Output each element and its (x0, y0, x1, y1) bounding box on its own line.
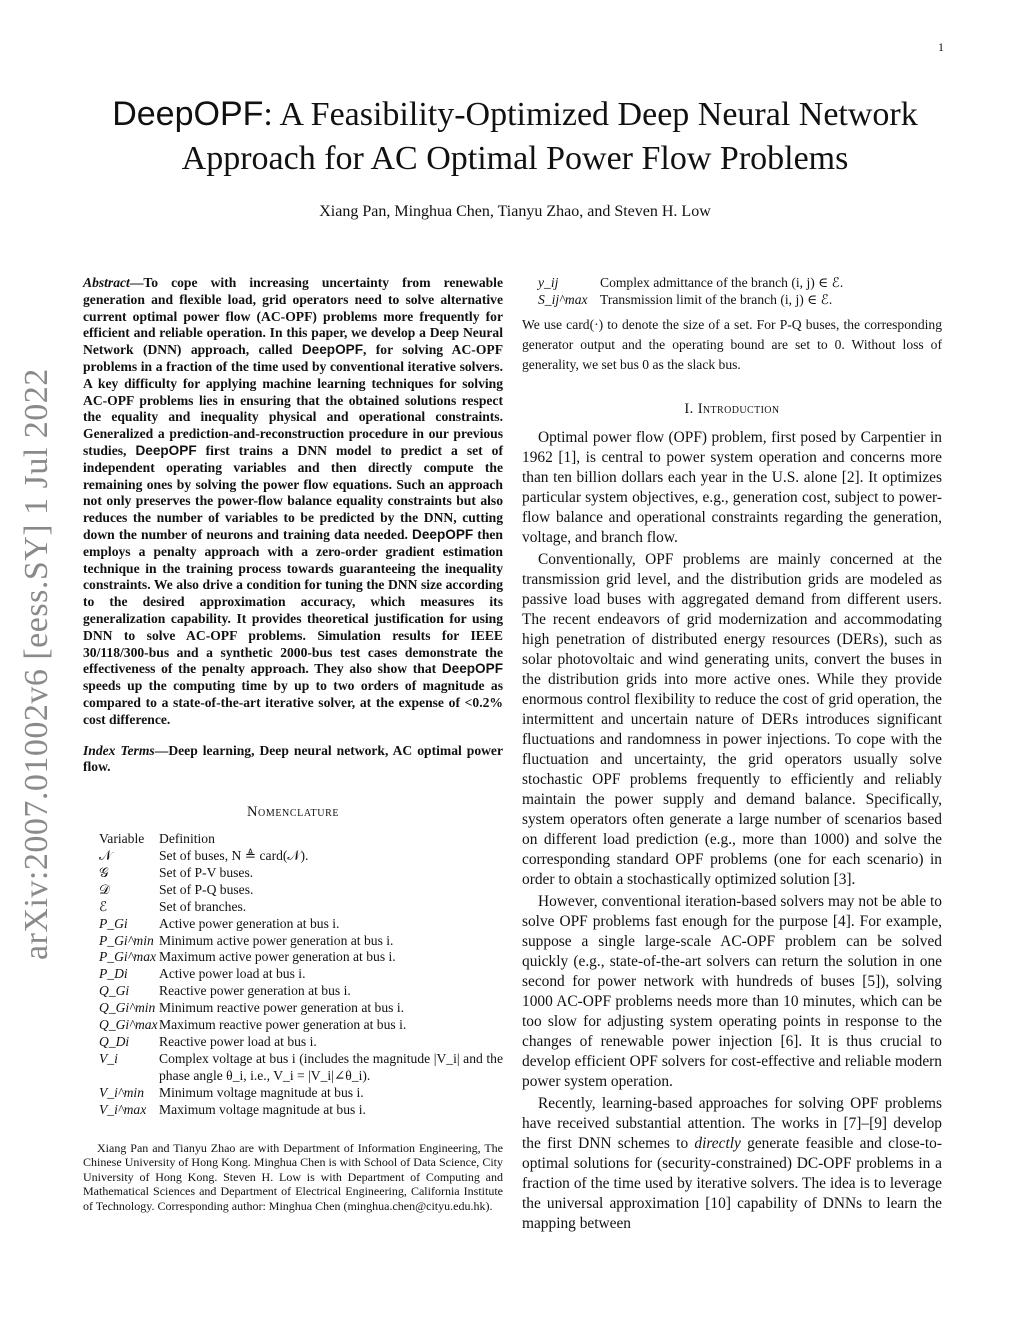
abstract-s4: then employs a penalty approach with a zero-order gradient estimation technique in the training process towards guaranteeing the inequality constraints. We also drive a condition for tuning the DNN size according to the desired approximation accuracy, which measures its generalization capability. It provides theoretical justification for using DNN to solve AC-OPF problems. Simulation results for IEEE 30/118/300-bus and a synthetic 2000-bus test cases demonstrate the effectiveness of the penalty approach. They also show that (83, 526, 503, 677)
author-affiliation-footnote: Xiang Pan and Tianyu Zhao are with Department of Information Engineering, The Chinese University of Hong Kong. Minghua Chen is with School of Data Science, City University of Hong Kong. Steven H. Low is with Department of Computing and Mathematical Sciences and Department of Electrical Engineering, California Institute of Technology. Corresponding author: Minghua Chen (minghua.chen@cityu.edu.hk). (83, 1140, 503, 1213)
symbol-cell: P_Gi^min (99, 932, 154, 948)
column-header: Definition (159, 831, 215, 847)
table-row (83, 865, 503, 882)
abstract-s1: To cope with increasing uncertainty from renewable generation and flexible load, grid operators need to solve alternative current optimal power flow (AC-OPF) problems more frequently for efficient and reliable operation. In this paper, we develop a Deep Neural Network (DNN) approach, called (83, 275, 503, 358)
symbol-cell: P_Gi (99, 915, 128, 931)
table-row (83, 882, 503, 899)
table-row (83, 916, 503, 933)
symbol-cell: 𝒟 (99, 881, 110, 897)
definition-cell: Minimum reactive power generation at bus i. (159, 1000, 404, 1016)
definition-cell: Set of buses, N ≜ card(𝒩). (159, 848, 309, 864)
definition-cell: Reactive power generation at bus i. (159, 983, 351, 999)
abstract (83, 275, 503, 729)
symbol-cell: Q_Gi (99, 983, 130, 999)
symbol-cell: Q_Gi^max (99, 1017, 158, 1033)
index-terms-dash: — (154, 742, 169, 758)
abstract-label: Abstract (83, 275, 130, 290)
definition-cell: Maximum active power generation at bus i. (159, 949, 396, 965)
table-row (83, 1034, 503, 1051)
index-terms (83, 743, 503, 777)
symbol-cell: 𝒢 (99, 864, 109, 880)
table-row (83, 933, 503, 950)
system-name: DeepOPF (301, 342, 364, 358)
intro-paragraph-4 (522, 1094, 942, 1234)
table-row (83, 1051, 503, 1085)
title-line1: : A Feasibility-Optimized Deep Neural Network (263, 96, 918, 133)
intro-paragraph-3: However, conventional iteration-based solvers may not be able to solve OPF problems fast enough for the purpose [4]. For example, suppose a single large-scale AC-OPF problem can be solved quickly (e.g., state-of-the-art solvers can return the solution in one second for power network with hundreds of buses [5]), solving 1000 AC-OPF problems needs more than 10 minutes, which can be too slow for adjusting system operating points in response to the changes of renewable power injection [6]. It is thus crucial to develop efficient OPF solvers for cost-effective and reliable modern power system operation. (522, 892, 942, 1090)
definition-cell: Set of P-V buses. (159, 864, 254, 880)
section-title: Introduction (697, 400, 780, 417)
symbol-cell: P_Gi^max (99, 949, 157, 965)
nomenclature-heading: Nomenclature (246, 804, 340, 821)
nomenclature-continued-table (538, 275, 843, 309)
definition-cell: Maximum voltage magnitude at bus i. (159, 1101, 366, 1117)
definition-cell: Complex admittance of the branch (i, j) ∈ ℰ. (600, 275, 844, 290)
symbol-cell: P_Di (99, 966, 128, 982)
table-row (83, 966, 503, 983)
index-terms-text: Deep learning, Deep neural network, AC optimal power flow. (83, 742, 503, 775)
definition-cell: Reactive power load at bus i. (159, 1033, 317, 1049)
symbol-cell: V_i^min (99, 1084, 145, 1100)
table-row (538, 292, 843, 309)
definition-cell: Transmission limit of the branch (i, j) ∈ ℰ. (600, 291, 833, 307)
title-system-name: DeepOPF (112, 95, 264, 133)
intro-paragraph-2: Conventionally, OPF problems are mainly concerned at the transmission grid level, and the distribution grids are modeled as passive load buses with aggregated demand from different users. The recent endeavors of grid modernization and accommodating high penetration of distributed energy resources (DERs), such as solar photovoltaic and wind generating units, convert the buses in the distribution grids into more active ones. While they provide enormous control flexibility to reduce the cost of grid operation, the intermittent and uncertain nature of DERs introduces significant fluctuations and randomness in power injections. To cope with the fluctuation and uncertainty, the grid operators usually solve stochastic OPF problems frequently to efficiently and reliably maintain the power supply and demand balance. Specifically, system operators often generate a large number of scenarios based on different load prediction (e.g., more than 1000) and solve the corresponding standard OPF problems (one for each scenario) in order to obtain a stochastically optimized solution [3]. (522, 550, 942, 888)
abstract-dash: — (129, 275, 144, 290)
symbol-cell: ℰ (99, 898, 108, 914)
table-row (83, 983, 503, 1000)
table-row (83, 848, 503, 865)
title-block (90, 92, 940, 221)
definition-cell: Active power load at bus i. (159, 966, 306, 982)
definition-cell: Set of branches. (159, 898, 247, 914)
emphasis-text: directly (694, 1134, 741, 1152)
arxiv-stamp: arXiv:2007.01002v6 [eess.SY] 1 Jul 2022 (18, 368, 55, 960)
definition-cell: Maximum reactive power generation at bus i. (159, 1017, 407, 1033)
section-numeral: I. (684, 400, 698, 417)
system-name: DeepOPF (441, 661, 503, 677)
table-row (83, 949, 503, 966)
definition-cell: Active power generation at bus i. (159, 915, 340, 931)
table-header-row (83, 831, 503, 848)
paper-title (90, 92, 940, 181)
table-row (83, 1017, 503, 1034)
symbol-cell: Q_Di (99, 1033, 130, 1049)
system-name: DeepOPF (135, 442, 197, 458)
table-row (83, 1085, 503, 1102)
column-header: Variable (99, 831, 145, 847)
symbol-cell: V_i^max (99, 1101, 147, 1117)
page-number: 1 (938, 40, 944, 54)
right-column (522, 275, 942, 1234)
abstract-s2: , for solving AC-OPF problems in a fraction of the time used by conventional iterative solvers. A key difficulty for applying machine learning techniques for solving AC-OPF problems lies in ensuring that the obtained solutions respect the equality and inequality physical and operational constraints. Generalized a prediction-and-reconstruction procedure in our previous studies, (83, 342, 504, 458)
definition-cell: Minimum active power generation at bus i. (159, 932, 394, 948)
title-line2: Approach for AC Optimal Power Flow Problems (181, 140, 849, 177)
notation-paragraph: We use card(·) to denote the size of a set. For P-Q buses, the corresponding generator output and the operating bound are set to 0. Without loss of generality, we set bus 0 as the slack bus. (522, 316, 942, 372)
table-row (83, 899, 503, 916)
table-row (83, 1102, 503, 1119)
abstract-s5: speeds up the computing time by up to two orders of magnitude as compared to a state-of-the-art iterative solver, at the expense of <0.2% cost difference. (83, 678, 503, 727)
left-column (83, 275, 503, 1213)
nomenclature-table (83, 831, 503, 1118)
abstract-s3: first trains a DNN model to predict a set of independent operating variables and then directly compute the remaining ones by solving the power flow equations. Such an approach not only preserves the power-flow balance equality constraints but also reduces the number of variables to be predicted by the DNN, cutting down the number of neurons and training data needed. (83, 442, 503, 542)
definition-cell: Complex voltage at bus i (includes the magnitude |V_i| and the phase angle θ_i, i.e., V_i = |V_i|∠θ_i). (159, 1050, 503, 1083)
intro-p4-start: Recently, learning-based approaches for solving OPF problems have received substantial attention. The works in [7]–[9] develop the first DNN schemes to (522, 1094, 942, 1152)
table-row (83, 1000, 503, 1017)
introduction-heading (522, 401, 942, 418)
system-name: DeepOPF (412, 526, 474, 542)
index-terms-label: Index Terms (83, 742, 155, 758)
table-row (538, 275, 843, 292)
definition-cell: Minimum voltage magnitude at bus i. (159, 1084, 364, 1100)
intro-paragraph-1: Optimal power flow (OPF) problem, first posed by Carpentier in 1962 [1], is central to power system operation and concerns more than ten billion dollars each year in the U.S. alone [2]. It optimizes particular system objectives, e.g., generation cost, subject to power-flow balance and operational constraints regarding the generation, voltage, and branch flow. (522, 428, 942, 546)
symbol-cell: y_ij (538, 275, 559, 290)
definition-cell: Set of P-Q buses. (159, 881, 254, 897)
symbol-cell: S_ij^max (538, 291, 588, 307)
symbol-cell: V_i (99, 1050, 118, 1066)
symbol-cell: 𝒩 (99, 848, 113, 864)
symbol-cell: Q_Gi^min (99, 1000, 156, 1016)
author-list: Xiang Pan, Minghua Chen, Tianyu Zhao, and Steven H. Low (319, 203, 711, 220)
intro-p4-end: generate feasible and close-to-optimal solutions for (security-constrained) DC-OPF problems in a fraction of the time used by iterative solvers. The idea is to leverage the universal approximation [10] capability of DNNs to learn the mapping between (522, 1134, 942, 1232)
